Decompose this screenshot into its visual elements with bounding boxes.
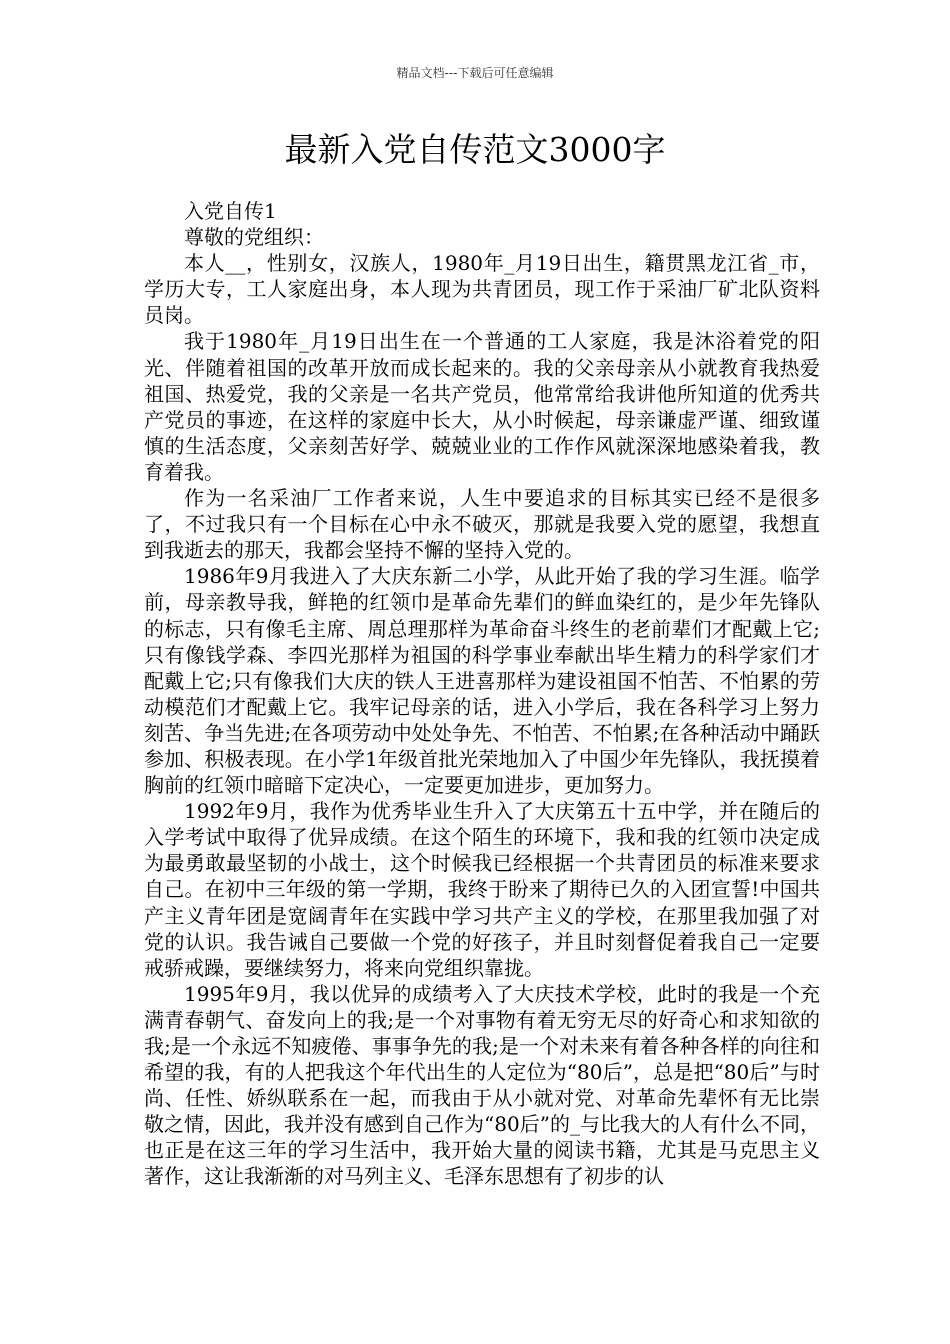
paragraph: 1992年9月，我作为优秀毕业生升入了大庆第五十五中学，并在随后的入学考试中取得了优异成绩。在这个陌生的环境下，我和我的红领巾决定成为最勇敢最坚韧的小战士，这个时候我已经根据一个共青团员的标准来要求自己。在初中三年级的第一学期，我终于盼来了期待已久的入团宣誓!中国共产主义青年团是宽阔青年在实践中学习共产主义的学校，在那里我加强了对党的认识。我告诫自己要做一个党的好孩子，并且时刻督促着我自己一定要戒骄戒躁，要继续努力，将来向党组织靠拢。 bbox=[144, 799, 820, 980]
section-heading: 入党自传1 bbox=[184, 199, 277, 223]
salutation: 尊敬的党组织： bbox=[184, 225, 324, 250]
document-body bbox=[144, 198, 820, 1190]
document-title: 最新入党自传范文3000字 bbox=[284, 130, 666, 169]
page-header: 精品文档---下载后可任意编辑 bbox=[396, 66, 554, 80]
paragraph: 作为一名采油厂工作者来说，人生中要追求的目标其实已经不是很多了，不过我只有一个目标在心中永不破灭，那就是我要入党的愿望，我想直到我逝去的那天，我都会坚持不懈的坚持入党的。 bbox=[144, 486, 820, 563]
paragraph: 我于1980年_月19日出生在一个普通的工人家庭，我是沐浴着党的阳光、伴随着祖国的改革开放而成长起来的。我的父亲母亲从小就教育我热爱祖国、热爱党，我的父亲是一名共产党员，他常常给我讲他所知道的优秀共产党员的事迹，在这样的家庭中长大，从小时候起，母亲谦虚严谨、细致谨慎的生活态度，父亲刻苦好学、兢兢业业的工作作风就深深地感染着我，教育着我。 bbox=[144, 329, 820, 484]
paragraph: 本人__，性别女，汉族人，1980年_月19日出生，籍贯黑龙江省_市，学历大专，工人家庭出身，本人现为共青团员，现工作于采油厂矿北队资料员岗。 bbox=[144, 251, 820, 328]
paragraph: 1995年9月，我以优异的成绩考入了大庆技术学校，此时的我是一个充满青春朝气、奋发向上的我;是一个对事物有着无穷无尽的好奇心和求知欲的我;是一个永远不知疲倦、事事争先的我;是一个对未来有着各种各样的向往和希望的我，有的人把我这个年代出生的人定位为“80后”，总是把“80后”与时尚、任性、娇纵联系在一起，而我由于从小就对党、对革命先辈怀有无比崇敬之情，因此，我并没有感到自己作为“80后”的_与比我大的人有什么不同，也正是在这三年的学习生活中，我开始大量的阅读书籍，尤其是马克思主义著作，这让我渐渐的对马列主义、毛泽东思想有了初步的认 bbox=[144, 981, 820, 1189]
paragraph: 1986年9月我进入了大庆东新二小学，从此开始了我的学习生涯。临学前，母亲教导我，鲜艳的红领巾是革命先辈们的鲜血染红的，是少年先锋队的标志，只有像毛主席、周总理那样为革命奋斗终生的老前辈们才配戴上它;只有像钱学森、李四光那样为祖国的科学事业奉献出毕生精力的科学家们才配戴上它;只有像我们大庆的铁人王进喜那样为建设祖国不怕苦、不怕累的劳动模范们才配戴上它。我牢记母亲的话，进入小学后，我在各科学习上努力刻苦、争当先进;在各项劳动中处处争先、不怕苦、不怕累;在各种活动中踊跃参加、积极表现。在小学1年级首批光荣地加入了中国少年先锋队，我抚摸着胸前的红领巾暗暗下定决心，一定要更加进步，更加努力。 bbox=[144, 564, 820, 798]
